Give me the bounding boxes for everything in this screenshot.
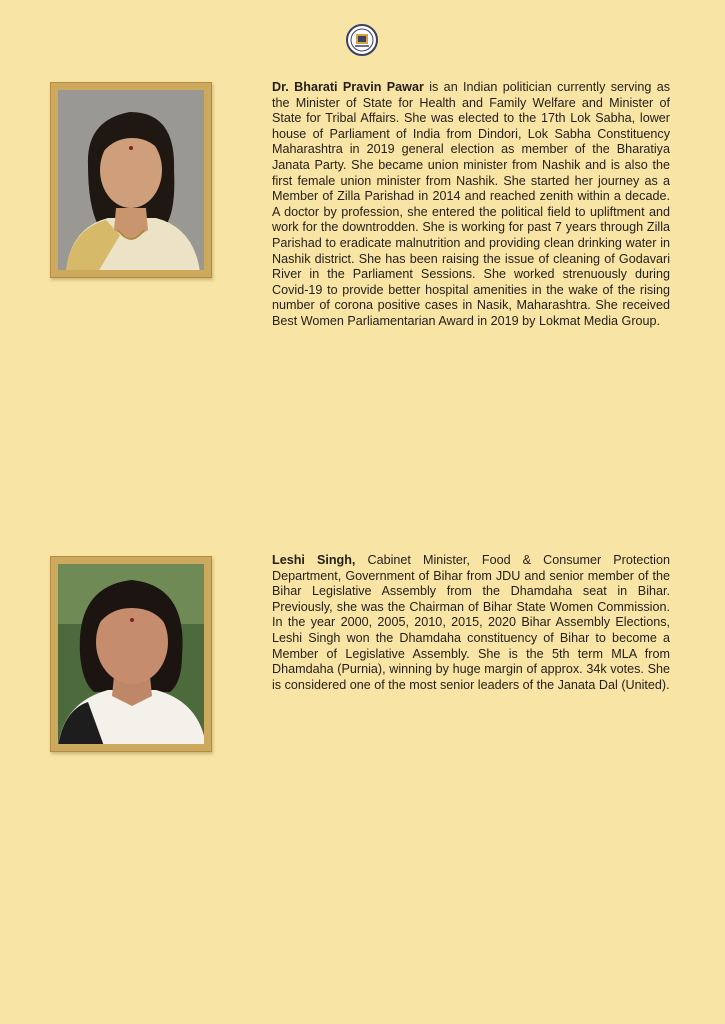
- portrait-photo-2: [58, 564, 204, 744]
- profile-bio-2: [272, 553, 670, 693]
- emblem-icon: [346, 24, 378, 56]
- profile-text-2: Cabinet Minister, Food & Consumer Protection Department, Government of Bihar from JDU and senior member of the Bihar Legislative Assembly from the Dhamdaha seat in Bihar. Previously, she was the Chairman of Bihar State Women Commission. In the year 2000, 2005, 2010, 2015, 2020 Bihar Assembly Elections, Leshi Singh won the Dhamdaha constituency of Bihar to become a Member of Legislative Assembly. She is the 5th term MLA from Dhamdaha (Purnia), winning by huge margin of approx. 34k votes. She is considered one of the most senior leaders of the Janata Dal (United).: [272, 553, 670, 692]
- portrait-frame-1: [50, 82, 212, 278]
- portrait-photo-1: [58, 90, 204, 270]
- profile-text-1: is an Indian politician currently serving as the Minister of State for Health and Family Welfare and Minister of State for Tribal Affairs. She was elected to the 17th Lok Sabha, lower house of Parliament of India from Dindori, Lok Sabha Constituency Maharashtra in 2019 general election as member of the Bharatiya Janata Party. She became union minister from Nashik and is also the first female union minister from Nashik. She started her journey as a Member of Zilla Parishad in 2014 and reached zenith within a decade. A doctor by profession, she entered the political field to upliftment and work for the downtrodden. She is working for past 7 years through Zilla Parishad to eradicate malnutrition and providing clean drinking water in Nashik district. She has been raising the issue of cleaning of Godavari River in the Parliament Sessions. She worked strenuously during Covid-19 to provide better hospital amenities in the wake of the rising number of corona positive cases in Nasik, Maharashtra. She received Best Women Parliamentarian Award in 2019 by Lokmat Media Group.: [272, 80, 670, 328]
- profile-name-1: Dr. Bharati Pravin Pawar: [272, 80, 424, 94]
- profile-name-2: Leshi Singh,: [272, 553, 356, 567]
- portrait-frame-2: [50, 556, 212, 752]
- profile-bio-1: [272, 80, 670, 330]
